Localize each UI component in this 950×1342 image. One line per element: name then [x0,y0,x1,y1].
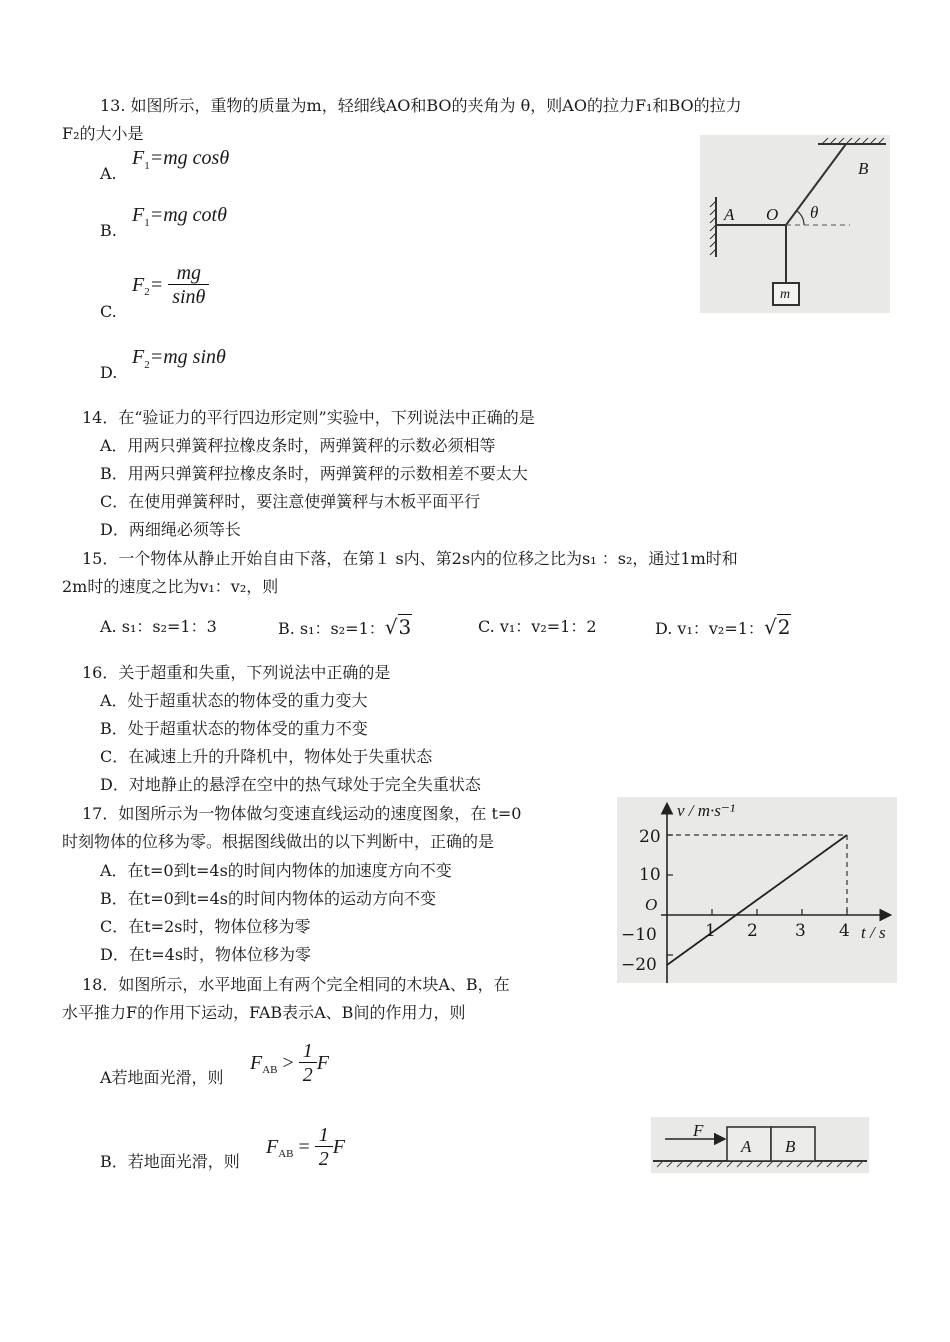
q16-option-d: D．对地静止的悬浮在空中的热气球处于完全失重状态 [100,775,481,794]
q13-stem-line2: F₂的大小是 [62,124,144,143]
q16-option-a: A．处于超重状态的物体受的重力变大 [100,691,368,710]
q14-option-b: B．用两只弹簧秤拉橡皮条时，两弹簧秤的示数相差不要太大 [100,464,528,483]
q18-option-a-text: A若地面光滑，则 [100,1068,224,1087]
q15-option-c: C. v₁：v₂=1：2 [478,617,597,636]
q13-option-c-formula: $F_2=$ $\frac{mg}{\sin\theta}$ [132,262,209,309]
q18-stem-line1: 18．如图所示，水平地面上有两个完全相同的木块A、B，在 [82,975,510,994]
q17-option-c: C．在t=2s时，物体位移为零 [100,917,311,936]
q17-graph-drawing [617,797,897,983]
q17-graph [617,797,897,983]
q16-option-c: C．在减速上升的升降机中，物体处于失重状态 [100,747,433,766]
q13-figure [700,135,890,313]
q13-option-a-formula: $F_1=mg$ cosθ [132,147,230,172]
q17-option-b: B．在t=0到t=4s的时间内物体的运动方向不变 [100,889,437,908]
q15-stem-line2: 2m时的速度之比为v₁：v₂，则 [62,577,279,596]
q18-option-b-text: B．若地面光滑，则 [100,1152,240,1171]
q17-xtick-4: 4 [839,921,850,941]
q13-option-b-label: B. [100,221,117,240]
q18-stem-line2: 水平推力F的作用下运动，FAB表示A、B间的作用力，则 [62,1003,466,1022]
q13-fig-label-a: A [724,205,735,224]
q17-ytick-neg20: −20 [621,955,657,975]
q15-stem-line1: 15．一个物体从静止开始自由下落，在第１ s内、第2s内的位移之比为s₁ ：s₂，通过1m时和 [82,549,738,568]
q17-stem-line2: 时刻物体的位移为零。根据图线做出的以下判断中，正确的是 [62,832,495,851]
q17-option-d: D．在t=4s时，物体位移为零 [100,945,312,964]
q18-fig-label-b: B [785,1137,796,1156]
q13-fig-label-o: O [766,205,779,224]
q18-figure-drawing [651,1117,869,1173]
q17-xtick-1: 1 [705,921,716,941]
q13-option-d-formula: $F_2=mg$ sinθ [132,346,226,371]
q17-ytick-neg10: −10 [621,925,657,945]
q15-option-d: D. v₁：v₂=1：√2 [655,615,791,639]
q17-graph-xlabel: t / s [861,923,886,942]
q17-xtick-3: 3 [795,921,806,941]
q15-option-b: B. s₁：s₂=1：√3 [278,615,412,639]
q14-option-d: D．两细绳必须等长 [100,520,241,539]
q16-stem: 16．关于超重和失重，下列说法中正确的是 [82,663,391,682]
q18-fig-label-a: A [741,1137,752,1156]
q13-option-d-label: D. [100,363,118,382]
q15-option-a: A. s₁：s₂=1：3 [100,617,217,636]
q17-ytick-20: 20 [639,827,661,847]
q13-fig-label-m: m [780,287,791,302]
q13-fig-label-theta: θ [810,203,819,222]
q14-option-c: C．在使用弹簧秤时，要注意使弹簧秤与木板平面平行 [100,492,481,511]
q18-option-a-formula: $F_{AB}$ > $\frac{1}{2}$ F [250,1040,329,1086]
q17-graph-ylabel: v / m·s⁻¹ [677,801,735,820]
q13-option-b-formula: $F_1=mg$ cotθ [132,204,227,229]
q13-option-c-label: C. [100,302,117,321]
q14-stem: 14．在“验证力的平行四边形定则”实验中，下列说法中正确的是 [82,408,535,427]
q14-option-a: A．用两只弹簧秤拉橡皮条时，两弹簧秤的示数必须相等 [100,436,496,455]
q18-fig-label-f: F [693,1121,704,1140]
q18-option-b-formula: $F_{AB}$ = $\frac{1}{2}$ F [266,1124,345,1170]
q17-graph-origin: O [645,895,658,914]
q17-ytick-10: 10 [639,865,661,885]
q17-xtick-2: 2 [747,921,758,941]
q17-stem-line1: 17．如图所示为一物体做匀变速直线运动的速度图象，在 t=0 [82,804,522,823]
q13-fig-label-b: B [858,159,869,178]
q18-figure [651,1117,869,1173]
q17-option-a: A．在t=0到t=4s的时间内物体的加速度方向不变 [100,861,452,880]
q13-stem-line1: 13. 如图所示，重物的质量为m，轻细线AO和BO的夹角为 θ，则AO的拉力F₁和BO的拉力 [100,96,742,115]
q13-option-a-label: A. [100,164,117,183]
q16-option-b: B．处于超重状态的物体受的重力不变 [100,719,368,738]
